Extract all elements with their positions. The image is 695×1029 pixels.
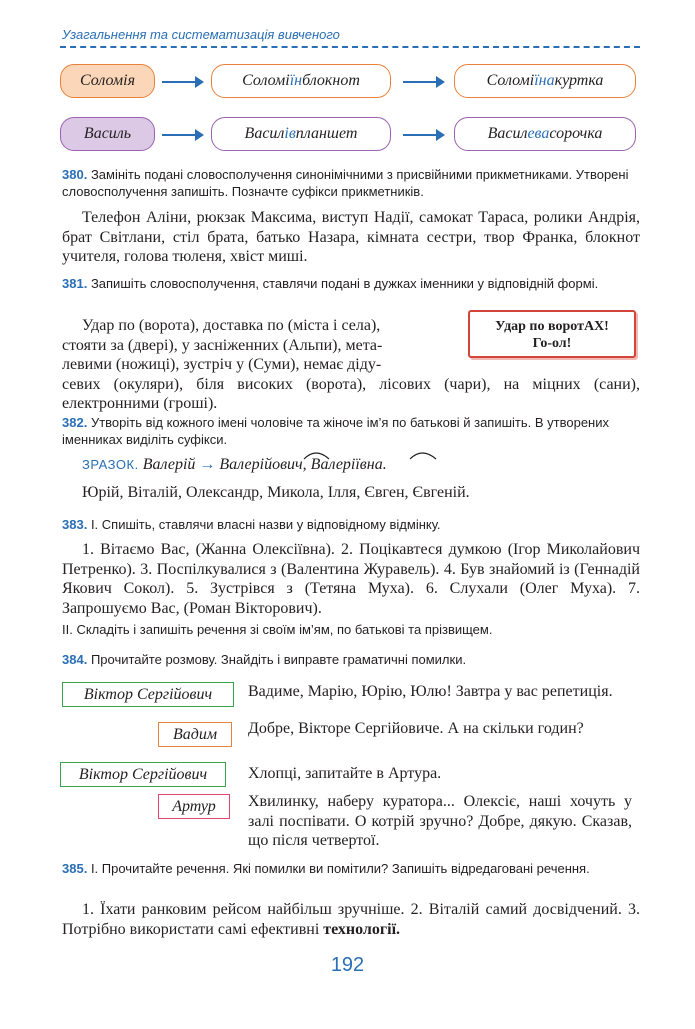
task-385-body: 1. Їхати ранковим рейсом найбільш зручніше. 2. Віталій самий досвідчений. 3. Потрібно використати самі ефективні технології. bbox=[62, 901, 640, 938]
task-381-line-4: севих (окуляри), біля високих (ворота), лісових (чари), на міцних (сани), електронними (гроші). bbox=[62, 375, 640, 412]
task-381-line-2: стояти за (двері), у засніженних (Альпи), мета- bbox=[62, 336, 383, 354]
reply-line: Хвилинку, наберу куратора... Олексіє, наші хочуть у залі поспівати. О котрій зручно? Добре, дякую. Сказав, що після четвертої. bbox=[248, 793, 632, 849]
task-383-instruction: 383. І. Спишіть, ставлячи власні назви у відповідному відмінку. bbox=[62, 517, 441, 532]
header-divider bbox=[60, 46, 640, 48]
arrow-right-icon bbox=[162, 134, 202, 136]
pill-possessive-fem-1: Соломі їна куртка bbox=[454, 64, 636, 98]
pill-possessive-masc-2: Васил ів планшет bbox=[211, 117, 391, 151]
page-number: 192 bbox=[330, 954, 365, 976]
task-382-body: Юрій, Віталій, Олександр, Микола, Ілля, Євген, Євгеній. bbox=[82, 484, 470, 501]
pill-possessive-masc-1: Соломі їн блокнот bbox=[211, 64, 391, 98]
task-383-part2: ІІ. Складіть і запишіть речення зі своїм ім’ям, по батькові та прізвищем. bbox=[62, 622, 493, 637]
task-384-instruction: 384. Прочитайте розмову. Знайдіть і виправте граматичні помилки. bbox=[62, 652, 467, 667]
speaker-vadym: Вадим bbox=[158, 722, 232, 747]
speaker-artur: Артур bbox=[158, 794, 230, 819]
reply-line: Вадиме, Марію, Юрію, Юлю! Завтра у вас репетиція. bbox=[248, 683, 613, 700]
arrow-right-icon bbox=[403, 134, 443, 136]
task-381-line-3: левими (ножиці), зустріч у (Суми), немає діду- bbox=[62, 356, 382, 373]
sample-line: ЗРАЗОК. Валерій → Валерійович, Валеріївна. bbox=[82, 456, 387, 473]
section-header: Узагальнення та систематизація вивченого bbox=[62, 27, 340, 42]
pill-source-vasyl: Василь bbox=[60, 117, 155, 151]
suffix-arc-mark bbox=[0, 444, 695, 464]
arrow-right-icon bbox=[162, 81, 202, 83]
goal-stamp: Удар по воротАХ! Го-ол! bbox=[468, 310, 636, 358]
task-380-body: Телефон Аліни, рюкзак Максима, виступ Надії, самокат Тараса, ролики Андрія, брат Світлани, стіл брата, батько Назара, кімната сестри, твор Франка, блокнот учителя, голова тюленя, хвіст миші. bbox=[62, 209, 640, 265]
task-381-line-1: Удар по (ворота), доставка по (міста і села), bbox=[82, 317, 381, 334]
task-381-instruction: 381. Запишіть словосполучення, ставлячи подані в дужках іменники у відповідній формі. bbox=[62, 276, 599, 291]
reply-line: Добре, Вікторе Сергійовиче. А на скільки годин? bbox=[248, 720, 584, 737]
pill-source-solomiia: Соломія bbox=[60, 64, 155, 98]
task-380-instruction: 380. Замініть подані словосполучення синонімічними з присвійними прикметниками. Утворені словосполучення запишіть. Позначте суфікси прикметників. bbox=[62, 167, 629, 199]
task-385-instruction: 385. І. Прочитайте речення. Які помилки ви помітили? Запишіть відредаговані речення. bbox=[62, 861, 590, 876]
speaker-viktor: Віктор Сергійович bbox=[60, 762, 226, 787]
speaker-viktor: Віктор Сергійович bbox=[62, 682, 234, 707]
task-382-instruction: 382. Утворіть від кожного імені чоловіче та жіноче ім’я по батькові й запишіть. В утворених іменниках виділіть суфікси. bbox=[62, 415, 610, 447]
task-383-body: 1. Вітаємо Вас, (Жанна Олексіївна). 2. Поцікавтеся думкою (Ігор Миколайович Петренко). 3. Поспілкувалися з (Валентина Журавель). 4. Був знайомий із (Геннадій Якович Сокол). 5. Зустрівся з (Тетяна Муха). 6. Слухали (Олег Муха). 7. Запрошуємо Вас, (Роман Вікторович). bbox=[62, 541, 640, 617]
reply-line: Хлопці, запитайте в Артура. bbox=[248, 765, 442, 782]
pill-possessive-fem-2: Васил ева сорочка bbox=[454, 117, 636, 151]
arrow-right-icon bbox=[403, 81, 443, 83]
